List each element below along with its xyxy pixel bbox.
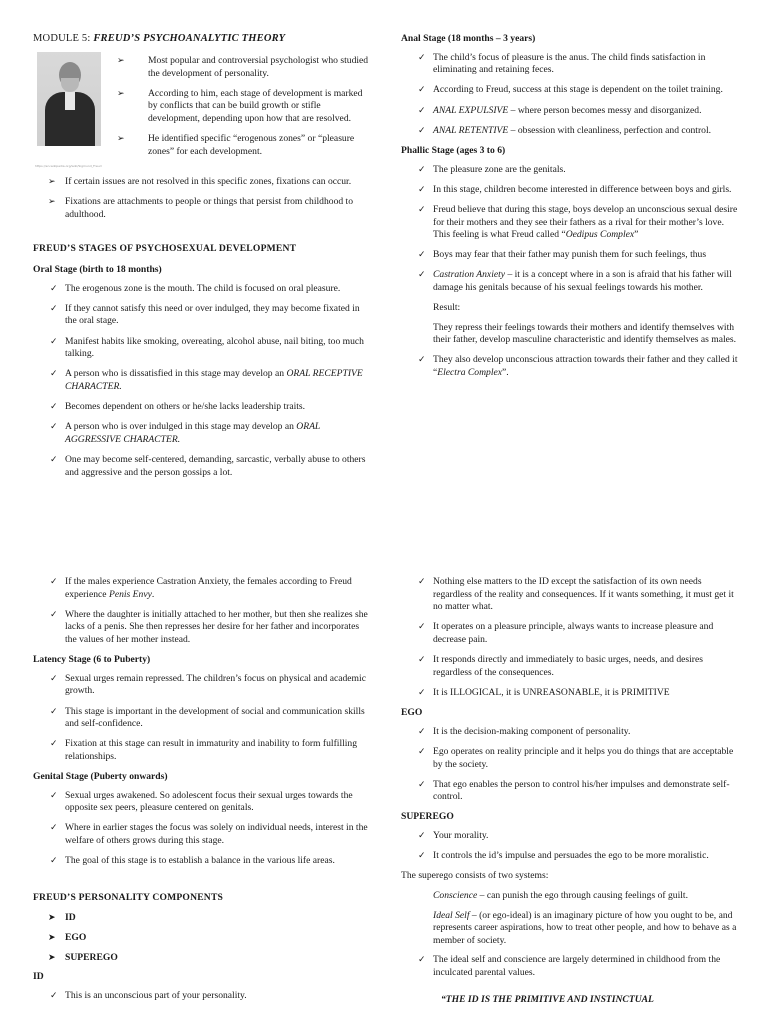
list-item: ➢ He identified specific “erogenous zones” or “pleasure zones” for each development.	[102, 133, 372, 158]
list-item: ✓ ANAL RETENTIVE – obsession with cleanliness, perfection and control.	[401, 125, 741, 138]
components-heading: FREUD’S PERSONALITY COMPONENTS	[33, 891, 224, 903]
list-item: ✓ It operates on a pleasure principle, always wants to increase pleasure and decrease pain.	[401, 621, 741, 646]
footer-cut-heading: “THE ID IS THE PRIMITIVE AND INSTINCTUAL	[441, 993, 654, 1005]
list-item: ✓ This stage is important in the development of social and communication skills and self-confidence.	[33, 706, 373, 731]
component-ego: ➤ EGO	[33, 932, 373, 945]
list-item: ✓ The child’s focus of pleasure is the anus. The child finds satisfaction in eliminating and retaining feces.	[401, 52, 741, 77]
list-item: ✓ In this stage, children become interested in difference between boys and girls.	[401, 184, 741, 197]
list-item: ✓ Your morality.	[401, 830, 741, 843]
result-label: Result:	[433, 302, 461, 314]
right-column-1	[401, 33, 741, 387]
module-title: MODULE 5: FREUD’S PSYCHOANALYTIC THEORY	[33, 33, 286, 44]
right-column-2	[401, 576, 741, 1012]
list-item: ✓ The ideal self and conscience are largely determined in childhood from the inculcated parental values.	[401, 954, 741, 979]
list-item: ✓ Manifest habits like smoking, overeating, alcohol abuse, nail biting, too much talking.	[33, 336, 373, 361]
id-heading: ID	[33, 971, 44, 983]
left-column-body	[33, 176, 373, 487]
image-caption: https://en.wikipedia.org/wiki/Sigmund_Freud	[35, 164, 102, 168]
list-item: ✓ That ego enables the person to control his/her impulses and demonstrate self-control.	[401, 779, 741, 804]
list-item: ✓ It is ILLOGICAL, it is UNREASONABLE, it is PRIMITIVE	[401, 687, 741, 700]
list-item: ✓ Becomes dependent on others or he/she lacks leadership traits.	[33, 401, 373, 414]
list-item: ✓ It responds directly and immediately to basic urges, needs, and desires regardless of the consequences.	[401, 654, 741, 679]
oral-heading: Oral Stage (birth to 18 months)	[33, 263, 162, 275]
ideal-self-def: Ideal Self – (or ego-ideal) is an imaginary picture of how you ought to be, and represents career aspirations, how to treat other people, and how to behave as a member of society.	[433, 909, 737, 946]
list-item: ➢ According to him, each stage of development is marked by conflicts that can be build growth or stifle development, depending upon how that are resolved.	[102, 88, 372, 126]
list-item: ✓ This is an unconscious part of your personality.	[33, 990, 373, 1003]
phallic-heading: Phallic Stage (ages 3 to 6)	[401, 144, 506, 156]
list-item: ✓ Boys may fear that their father may punish them for such feelings, thus	[401, 249, 741, 262]
component-id: ➤ ID	[33, 912, 373, 925]
list-item: ➢ If certain issues are not resolved in this specific zones, fixations can occur.	[33, 176, 373, 189]
component-superego: ➤ SUPEREGO	[33, 952, 373, 965]
superego-heading: SUPEREGO	[401, 811, 454, 823]
list-item: ✓ They also develop unconscious attraction towards their father and they called it “Electra Complex”.	[401, 354, 741, 379]
list-item: ✓ Sexual urges awakened. So adolescent focus their sexual urges towards the opposite sex peers, pleasure centered on genitals.	[33, 790, 373, 815]
list-item: ✓ It controls the id’s impulse and persuades the ego to be more moralistic.	[401, 850, 741, 863]
genital-heading: Genital Stage (Puberty onwards)	[33, 771, 168, 783]
list-item: ✓ The erogenous zone is the mouth. The child is focused on oral pleasure.	[33, 283, 373, 296]
list-item: ✓ A person who is over indulged in this stage may develop an ORAL AGGRESSIVE CHARACTER.	[33, 421, 373, 446]
conscience-def: Conscience – can punish the ego through causing feelings of guilt.	[433, 890, 688, 902]
list-item: ✓ Ego operates on reality principle and it helps you do things that are acceptable by the society.	[401, 746, 741, 771]
list-item: ✓ The pleasure zone are the genitals.	[401, 164, 741, 177]
stages-heading: FREUD’S STAGES OF PSYCHOSEXUAL DEVELOPMENT	[33, 243, 297, 255]
page-2	[0, 512, 768, 1024]
list-item: ✓ A person who is dissatisfied in this stage may develop an ORAL RECEPTIVE CHARACTER.	[33, 368, 373, 393]
list-item: ✓ ANAL EXPULSIVE – where person becomes messy and disorganized.	[401, 105, 741, 118]
list-item: ✓ The goal of this stage is to establish a balance in the various life areas.	[33, 855, 373, 868]
list-item: ✓ Where the daughter is initially attached to her mother, but then she realizes she lacks of a penis. She then represses her desire for her father and incorporates the values of her mother instead.	[33, 609, 373, 647]
latency-heading: Latency Stage (6 to Puberty)	[33, 654, 151, 666]
list-item: ✓ If the males experience Castration Anxiety, the females according to Freud experience Penis Envy.	[33, 576, 373, 601]
list-item: ✓ Nothing else matters to the ID except the satisfaction of its own needs regardless of the reality and consequences. If it wants something, it must get it no matter what.	[401, 576, 741, 614]
list-item: ✓ Castration Anxiety – it is a concept where in a son is afraid that his father will damage his genitals because of his sexual feelings towards his mother.	[401, 269, 741, 294]
left-column-2	[33, 576, 373, 1010]
list-item: ➢ Fixations are attachments to people or things that persist from childhood to adulthood.	[33, 196, 373, 221]
list-item: ➢ Most popular and controversial psychologist who studied the development of personality.	[102, 55, 372, 80]
list-item: ✓ If they cannot satisfy this need or over indulged, they may become fixated in the oral stage.	[33, 303, 373, 328]
ego-heading: EGO	[401, 707, 423, 719]
result-text: They repress their feelings towards their mothers and identify themselves with their father, develop masculine characteristic and identify themselves as males.	[433, 321, 737, 346]
list-item: ✓ Where in earlier stages the focus was solely on individual needs, interest in the welfare of others grows during this stage.	[33, 822, 373, 847]
intro-list	[102, 55, 372, 158]
anal-heading: Anal Stage (18 months – 3 years)	[401, 33, 536, 44]
list-item: ✓ Freud believe that during this stage, boys develop an unconscious sexual desire for their mothers and they see their fathers as a rival for their mother’s love. This feeling is what Freud called “Oedipus Complex”	[401, 204, 741, 242]
list-item: ✓ It is the decision-making component of personality.	[401, 726, 741, 739]
freud-portrait	[37, 52, 101, 146]
list-item: ✓ Fixation at this stage can result in immaturity and inability to form fulfilling relationships.	[33, 738, 373, 763]
list-item: ✓ One may become self-centered, demanding, sarcastic, verbally abuse to others and aggressive and the person gossips a lot.	[33, 454, 373, 479]
superego-systems: The superego consists of two systems:	[401, 870, 549, 882]
list-item: ✓ According to Freud, success at this stage is dependent on the toilet training.	[401, 84, 741, 97]
list-item: ✓ Sexual urges remain repressed. The children’s focus on physical and academic growth.	[33, 673, 373, 698]
